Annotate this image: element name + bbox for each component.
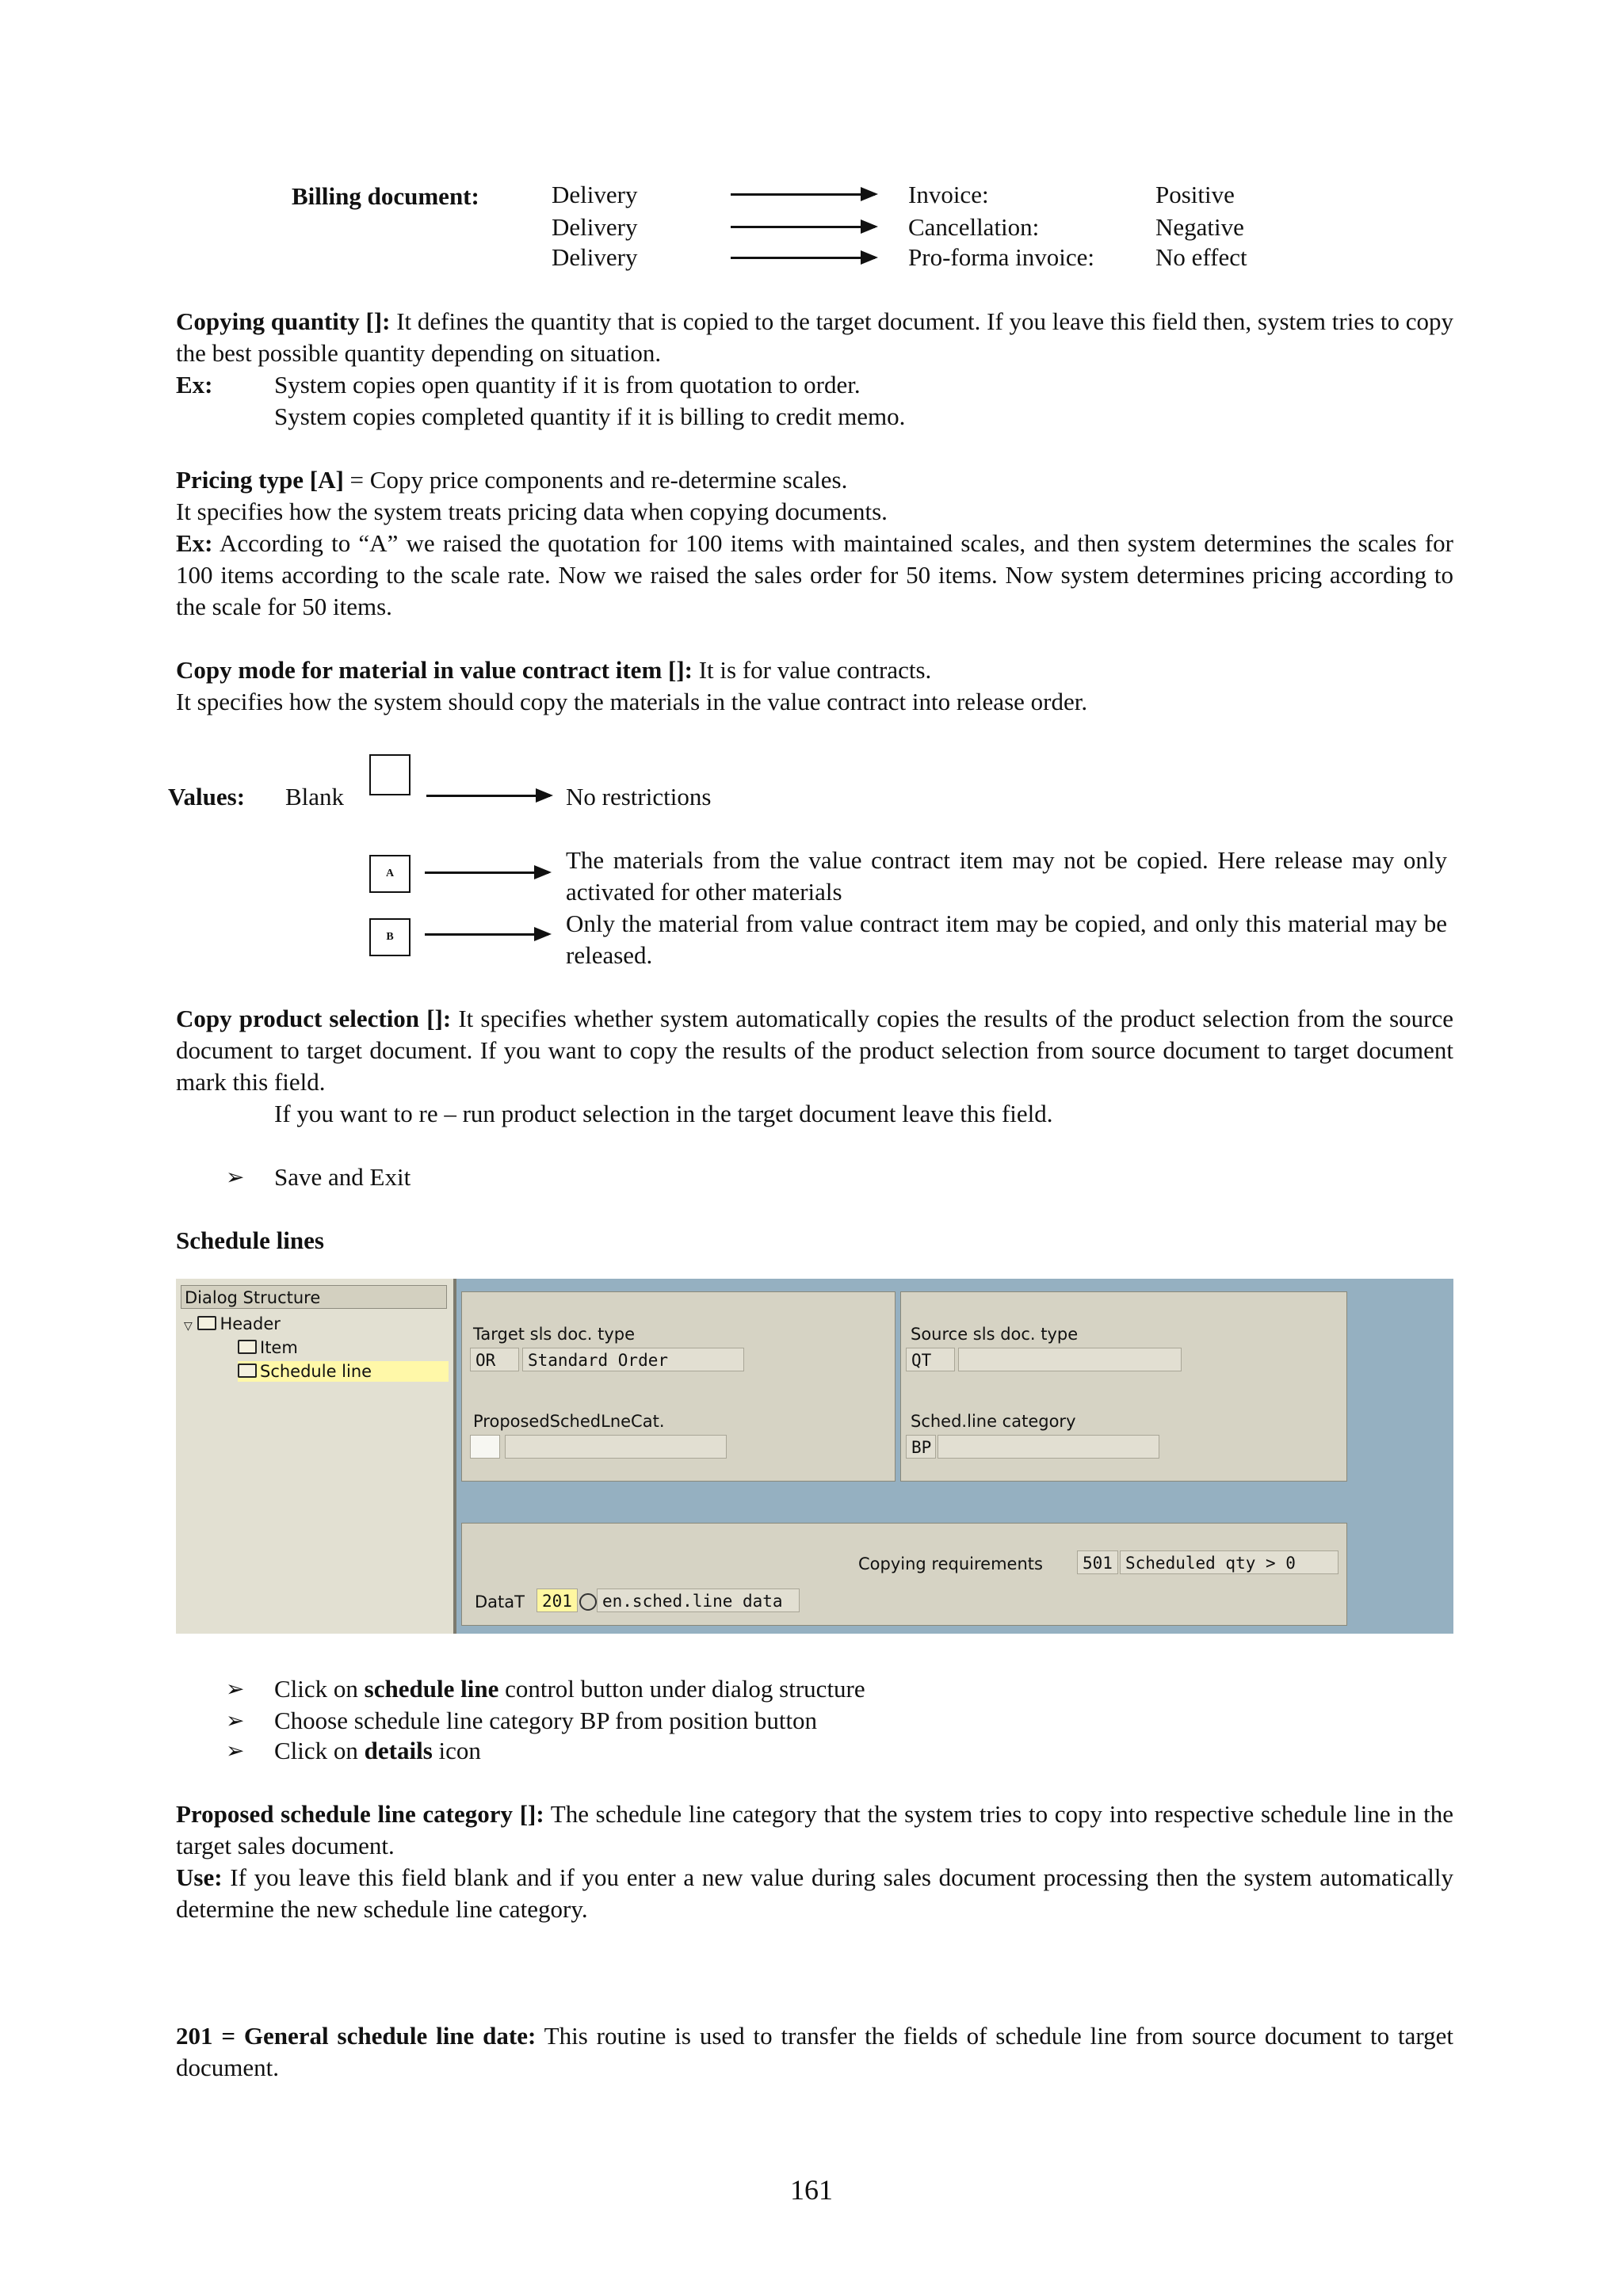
datat-text-field: en.sched.line data bbox=[597, 1589, 800, 1612]
values-a-desc: The materials from the value contract item may not be copied. Here release may only activated for other materials bbox=[566, 846, 1447, 906]
target-name-field: Standard Order bbox=[522, 1348, 744, 1371]
datat-label: DataT bbox=[475, 1592, 525, 1611]
arrow-bullet-icon: ➢ bbox=[226, 1737, 245, 1764]
general-schedule-paragraph: 201 = General schedule line date: This routine is used to transfer the fields of schedule line from source document to target document. bbox=[176, 2022, 1453, 2081]
copy-product-paragraph: Copy product selection []: It specifies whether system automatically copies the results of the product selection from the source document to target document. If you want to copy the results of the product selection from source document to target document mark this field. bbox=[176, 1005, 1454, 1096]
arrow-icon bbox=[731, 257, 875, 259]
save-exit-text: Save and Exit bbox=[274, 1163, 411, 1191]
billing-effect-1: Positive bbox=[1155, 181, 1235, 208]
schedule-lines-heading: Schedule lines bbox=[176, 1226, 324, 1254]
arrow-icon bbox=[731, 193, 875, 196]
dialog-structure-title: Dialog Structure bbox=[181, 1285, 447, 1309]
values-b-desc: Only the material from value contract item may be copied, and only this material may be released. bbox=[566, 910, 1447, 969]
proposed-code-field[interactable] bbox=[470, 1435, 500, 1459]
folder-icon bbox=[238, 1340, 257, 1354]
source-panel bbox=[900, 1291, 1347, 1482]
pricing-type-line2: It specifies how the system treats pricing data when copying documents. bbox=[176, 498, 888, 525]
sched-line-category-label: Sched.line category bbox=[911, 1412, 1076, 1431]
arrow-bullet-icon: ➢ bbox=[226, 1164, 245, 1190]
bullet-3: Click on details icon bbox=[274, 1737, 481, 1764]
billing-effect-3: No effect bbox=[1155, 243, 1247, 271]
bullet-2: Choose schedule line category BP from position button bbox=[274, 1707, 818, 1734]
proposed-label: ProposedSchedLneCat. bbox=[473, 1412, 665, 1431]
pricing-type-example: Ex: According to “A” we raised the quotation for 100 items with maintained scales, and then system determines the scales for 100 items according to the scale rate. Now we raised the sales order for 50 items. Now system determines pricing according to the scale for 50 items. bbox=[176, 529, 1453, 620]
open-folder-icon bbox=[238, 1363, 257, 1378]
billing-from-3: Delivery bbox=[552, 243, 638, 271]
arrow-bullet-icon: ➢ bbox=[226, 1676, 245, 1702]
billing-from-2: Delivery bbox=[552, 213, 638, 241]
billing-to-3: Pro-forma invoice: bbox=[908, 243, 1095, 271]
billing-to-1: Invoice: bbox=[908, 181, 989, 208]
billing-effect-2: Negative bbox=[1155, 213, 1244, 241]
folder-icon bbox=[197, 1316, 216, 1330]
proposed-name-field bbox=[505, 1435, 727, 1459]
value-b-box: B bbox=[369, 918, 411, 956]
copying-quantity-ex1: System copies open quantity if it is from quotation to order. bbox=[274, 371, 861, 399]
copying-requirements-code[interactable]: 501 bbox=[1077, 1550, 1118, 1574]
source-label: Source sls doc. type bbox=[911, 1325, 1079, 1344]
proposed-paragraph: Proposed schedule line category []: The schedule line category that the system tries to copy into respective schedule line in the target sales document. bbox=[176, 1800, 1453, 1859]
sap-screenshot bbox=[176, 1279, 1453, 1634]
billing-label: Billing document: bbox=[292, 182, 479, 210]
source-name-field bbox=[958, 1348, 1182, 1371]
arrow-bullet-icon: ➢ bbox=[226, 1707, 245, 1733]
tree-node-item[interactable]: Item bbox=[238, 1337, 298, 1358]
values-blank-label: Blank bbox=[285, 783, 345, 810]
dialog-structure-tree bbox=[176, 1279, 456, 1634]
arrow-icon bbox=[426, 795, 550, 797]
bullet-1: Click on schedule line control button under dialog structure bbox=[274, 1675, 865, 1703]
target-label: Target sls doc. type bbox=[473, 1325, 636, 1344]
copy-requirements-panel bbox=[461, 1523, 1347, 1626]
arrow-icon bbox=[731, 226, 875, 228]
copy-product-line2: If you want to re – run product selection in the target document leave this field. bbox=[274, 1100, 1053, 1127]
collapse-icon[interactable]: ▽ bbox=[184, 1320, 193, 1333]
pricing-type-line1: Pricing type [A] = Copy price components and re-determine scales. bbox=[176, 466, 848, 494]
page-number: 161 bbox=[790, 2174, 833, 2206]
target-panel bbox=[461, 1291, 896, 1482]
values-blank-desc: No restrictions bbox=[566, 783, 712, 810]
sched-line-category-name bbox=[938, 1435, 1159, 1459]
billing-from-1: Delivery bbox=[552, 181, 638, 208]
arrow-icon bbox=[425, 871, 548, 874]
position-button-icon[interactable] bbox=[578, 1592, 598, 1613]
proposed-use: Use: If you leave this field blank and if you enter a new value during sales document processing then the system automatically determine the new schedule line category. bbox=[176, 1863, 1453, 1923]
copying-quantity-ex-label: Ex: bbox=[176, 371, 213, 399]
tree-node-header[interactable]: ▽ Header bbox=[184, 1314, 281, 1333]
arrow-icon bbox=[425, 933, 548, 936]
copying-requirements-text: Scheduled qty > 0 bbox=[1120, 1550, 1338, 1574]
datat-code-field[interactable]: 201 bbox=[537, 1589, 578, 1612]
copying-requirements-label: Copying requirements bbox=[858, 1554, 1043, 1573]
tree-node-schedule-line[interactable]: Schedule line bbox=[238, 1361, 449, 1382]
copying-quantity-ex2: System copies completed quantity if it is billing to credit memo. bbox=[274, 402, 906, 430]
target-code-field[interactable]: OR bbox=[470, 1348, 519, 1371]
copy-mode-line2: It specifies how the system should copy the materials in the value contract into release order. bbox=[176, 688, 1088, 715]
values-label: Values: bbox=[168, 783, 246, 810]
billing-to-2: Cancellation: bbox=[908, 213, 1040, 241]
sched-line-category-field[interactable]: BP bbox=[906, 1435, 936, 1459]
copying-quantity-paragraph: Copying quantity []: It defines the quantity that is copied to the target document. If you leave this field then, system tries to copy the best possible quantity depending on situation. bbox=[176, 307, 1454, 367]
source-code-field[interactable]: QT bbox=[906, 1348, 955, 1371]
copy-mode-line1: Copy mode for material in value contract item []: It is for value contracts. bbox=[176, 656, 932, 684]
blank-box bbox=[369, 754, 411, 795]
value-a-box: A bbox=[369, 855, 411, 893]
